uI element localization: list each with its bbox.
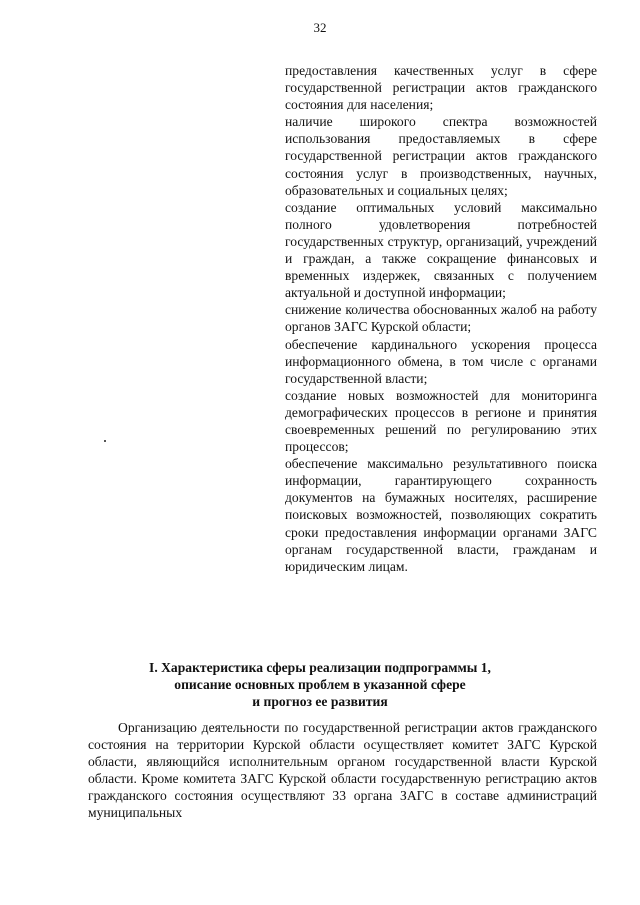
goals-list: [285, 62, 597, 575]
list-item: обеспечение максимально результативного поиска информации, гарантирующего сохранность документов на бумажных носителях, расширение поисковых возможностей, позволяющих сократить сроки предоставления информации органами ЗАГС органам государственной власти, гражданам и юридическим лицам.: [285, 456, 597, 574]
list-item: обеспечение кардинального ускорения процесса информационного обмена, в том числе с органами государственной власти;: [285, 336, 597, 386]
page-number: 32: [313, 20, 327, 35]
list-item: создание оптимальных условий максимально полного удовлетворения потребностей государственных структур, организаций, учреждений и граждан, а также сокращение финансовых и временных издержек, связанных с получением актуальной и доступной информации;: [285, 199, 597, 301]
section-title-line: и прогноз ее развития: [252, 694, 388, 709]
list-item: снижение количества обоснованных жалоб на работу органов ЗАГС Курской области;: [285, 302, 597, 335]
body-paragraph: Организацию деятельности по государственной регистрации актов гражданского состояния на территории Курской области осуществляет комитет ЗАГС Курской области, являющийся исполнительным органом государственной власти Курской области. Кроме комитета ЗАГС Курской области государственную регистрацию актов гражданского состояния осуществляют 33 органа ЗАГС в составе администраций муниципальных: [88, 720, 597, 821]
section-title: [100, 659, 540, 710]
section-title-line: I. Характеристика сферы реализации подпрограммы 1,: [149, 660, 491, 675]
list-item: создание новых возможностей для мониторинга демографических процессов в регионе и принятия своевременных решений по регулированию этих процессов;: [285, 387, 597, 455]
list-item: предоставления качественных услуг в сфере государственной регистрации актов гражданского состояния для населения;: [285, 63, 597, 113]
list-item: наличие широкого спектра возможностей использования предоставляемых в сфере государственной регистрации актов гражданского состояния услуг в производственных, научных, образовательных и социальных целях;: [285, 114, 597, 198]
section-title-line: описание основных проблем в указанной сфере: [174, 677, 466, 692]
scan-dot: [104, 440, 106, 442]
